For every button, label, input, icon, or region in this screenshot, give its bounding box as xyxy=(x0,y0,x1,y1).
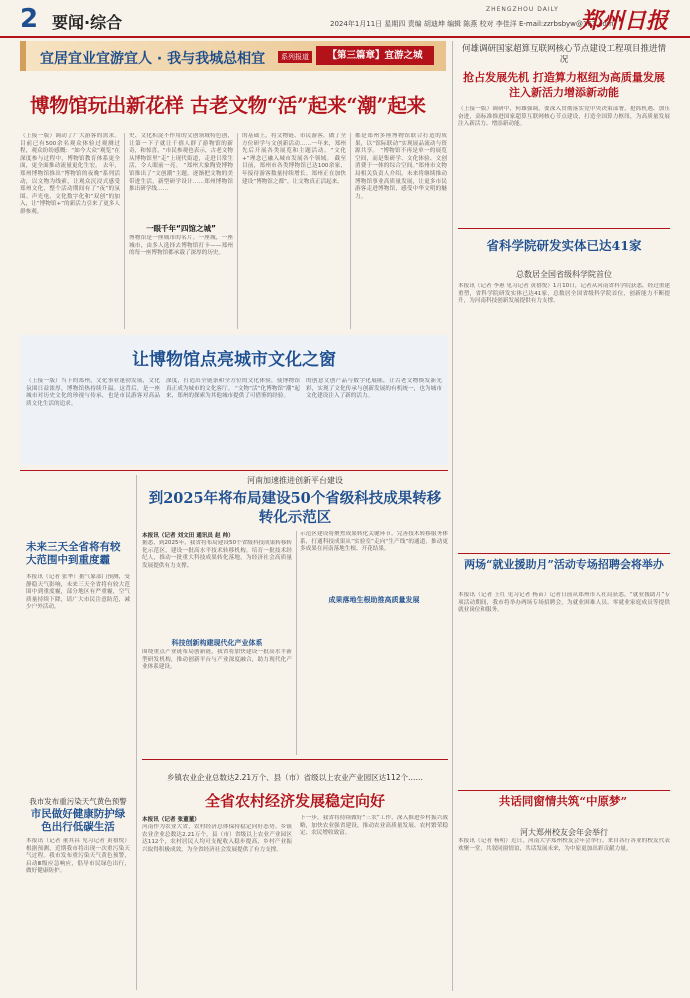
tech-subhead-2: 成果落地生根助推高质量发展 xyxy=(328,596,420,604)
page-number: 2 xyxy=(20,4,39,34)
banner-title: 宜居宜业宜游宜人 · 我与我城总相宜 xyxy=(40,51,266,67)
agri-body-2: 下一步，我省将持续做好“三农”工作，深入推进乡村振兴战略，加快农业强省建设，推动农业高质量发展、农村繁荣稳定、农民增收致富。 xyxy=(300,815,448,837)
hexiong-kicker: 何雄调研国家超算互联网核心节点建设工程项目推进情况 xyxy=(461,44,666,65)
jobs-headline: 两场“就业援助月”活动专场招聘会将举办 xyxy=(464,558,664,571)
museum-col1: （上接一版）调动了广大游客的需求。目前已有500余名观众体验过观测过程，观众纷纷感慨：“如今大众“观览”在深度参与过程中，博物馆教育体系更全面，更全面推动流量更化生宏。 去年，郑州博物馆推出“博物馆的夜晚”系列活动，以文物为线索，让观众沉浸式感受郑州文化，整个活动期间有了“夜”的氛围、声光电、文化数字化和“双创”的加入，让“博物馆+”的新活力引来了更多人群参观。 xyxy=(20,133,120,215)
tech-body-3: 示范区建设将聚焦成果转化关键环节，完善技术转移服务体系，打通科技成果从“实验室”走向“生产线”的通道，推动更多成果在河南落地生根、开花结果。 xyxy=(300,531,448,553)
museum-col4: 都是郑州多座博物馆联合打造的成果，以“馆际联动”实现展品流动与资源共享。 “博物馆不再是单一的展览空间，而是集研学、文化体验、文创消费于一体的综合空间。”郑州市文物局相关负责人介绍，未来将继续推动博物馆事业高质量发展，让更多市民游客走进博物馆，感受中华文明的魅力。 xyxy=(355,133,447,200)
tech-headline: 到2025年将布局建设50个省级科技成果转移转化示范区 xyxy=(148,490,442,526)
jobs-body: 本报讯（记者 王红 见习记者 杨苗）记者日前从郑州市人社局获悉，“就业援助月”专项活动期间，我市将举办两场专场招聘会，为就业困难人员、零就业家庭成员等提供就业岗位和服务。 xyxy=(458,592,670,614)
agri-kicker: 乡镇农业企业总数达2.21万个、县（市）省级以上农业产业园区达112个…… xyxy=(166,773,423,782)
hexiong-body: （上接一版）调研中，何雄强调，要深入贯彻落实党中央决策部署，抢抓机遇、加压奋进，高标准推进国家超算互联网核心节点建设，打造全国算力枢纽，为高质量发展注入新活力、增添新动能。 xyxy=(458,106,670,128)
alumni-subhead: 河大郑州校友会年会举行 xyxy=(520,828,608,837)
health-body: 本报讯（记者 董其昌 见习记者 黄禧悦）根据预测，近期我市将出现一次重污染天气过程。我市发布重污染天气黄色预警，启动Ⅲ级应急响应，倡导市民绿色出行，做好健康防护。 xyxy=(26,838,130,875)
weather-body: 本报讯（记者 张华）据气象部门预测，受静稳天气影响，未来三天全省将有较大范围中到重度霾，部分地区有严重霾，空气质量持续下降，请广大市民注意防范，减少户外活动。 xyxy=(26,574,130,611)
section-title: 要闻·综合 xyxy=(52,13,123,32)
lab-body: 本报讯（记者 李蕙 见习记者 黄禧悦）1月10日，记者从河南省科学院获悉，经过重建重塑，省科学院研发实体已达41家，总数居全国省级科学院首位，创新能力不断提升，为河南科技创新发展提供有力支撑。 xyxy=(458,283,670,305)
museum-col2-more: 博物馆是一座城市的名片。一座城，一座城市，由多人选择去博物馆打卡——郑州的每一座博物馆都承载了深厚的历史。 xyxy=(129,235,233,257)
tech-subhead-1: 科技创新构建现代化产业体系 xyxy=(171,639,263,647)
agri-byline: 本报讯（记者 张董董） xyxy=(142,817,200,823)
series-banner xyxy=(20,41,446,71)
masthead-logo: 郑州日报 xyxy=(580,8,669,34)
lab-subhead: 总数居全国省级科学院首位 xyxy=(516,270,612,279)
tech-kicker: 河南加速推进创新平台建设 xyxy=(247,476,343,485)
window-text-3: 的创意文创产品与数字化展陈，让古老文物焕发新光彩，实现了文化传承与创新发展的有机统一，也为城市文化建设注入了新的活力。 xyxy=(306,378,442,400)
tech-body-2: 围绕重点产业链布局创新链，我省将加快建设一批高水平新型研发机构，推动创新平台与产业深度融合，助力现代化产业体系建设。 xyxy=(142,649,292,671)
window-text-2: 深度，打造出全链条和全方位的文化体验，使博物馆真正成为城市的文化客厅。 “文物“活”化博物馆“潮”起来，郑州的探索为其他城市提供了可借鉴的经验。 xyxy=(166,378,300,400)
alumni-body: 本报讯（记者 杨明）近日，河南大学郑州校友会年会举行。来自各行各业的校友代表欢聚一堂，共叙同窗情谊，共话发展未来，为中原更加出彩贡献力量。 xyxy=(458,838,670,852)
window-text-1: （上接一版）当下的郑州，文化事业蓬勃发展，文化氛围日益浓厚，博物馆热持续升温。这背后，是一座城市对历史文化的珍视与传承，也是市民游客对高品质文化生活的追求。 xyxy=(26,378,160,407)
museum-col2: 史、文化积淀不作用的文创领域特色创，让第一下子就让千禧人群了游物馆的新奇，和惊喜，“市民参观也表示，古老文物从博物馆里“走”上现代街道，走进日常生活，令人眼前一亮。 “郑州大象陶瓷博物馆推出了“文创潮”主题，逐渐把文物的美带进生活，新型研学设计……郑州博物馆推出研学线…… xyxy=(129,133,233,193)
tech-body: 据悉，到2025年，我省将布局建设50个省级科技成果转移转化示范区，建设一批高水平技术转移机构，培育一批技术经纪人，推动一批重大科技成果转化落地，为经济社会高质量发展提供有力支撑。 xyxy=(142,540,292,569)
agri-body: 河南作为农业大省，农村经济总体保持稳定向好态势。乡镇农业企业总数达2.21万个，县（市）省级以上农业产业园区达112个，农村居民人均可支配收入稳步提高，乡村产业振兴取得积极成效，为全省经济社会发展提供了有力支撑。 xyxy=(142,824,292,853)
banner-episode: 【第三篇章】宜游之城 xyxy=(316,46,434,65)
museum-col3: 的基础上，将文物链、市民游客，做了全方位研学与文创新活动……一年来，郑州先后开展各类展览和主题活动。“文化+”理念已融入城市发展各个领域。 截至目前，郑州市各类博物馆已达100余家，年接待游客数量持续增长。郑州正在加快建设“博物馆之都”，让文物真正活起来。 xyxy=(242,133,346,185)
banner-tag: 系列报道 xyxy=(278,51,312,63)
masthead-pinyin: ZHENGZHOU DAILY xyxy=(486,6,559,13)
agri-headline: 全省农村经济发展稳定向好 xyxy=(204,792,385,810)
hexiong-headline: 抢占发展先机 打造算力枢纽为高质量发展注入新活力增添新动能 xyxy=(463,71,665,99)
health-headline: 市民做好健康防护绿色出行低碳生活 xyxy=(30,808,126,833)
weather-headline: 未来三天全省将有较大范围中到重度霾 xyxy=(26,541,121,566)
date-line: 2024年1月11日 星期四 责编 胡迪坤 编辑 陈燕 校对 李佳洋 E-mail:zzrbsbyw@163.com xyxy=(330,20,614,28)
health-kicker: 我市发布重污染天气黄色预警 xyxy=(29,797,127,806)
alumni-headline: 共话同窗情共筑“中原梦” xyxy=(498,794,628,808)
tech-byline: 本报讯（记者 刘文田 通讯员 赵 帅） xyxy=(142,533,234,539)
museum-col2-subhead: 一眼千年“四馆之城” xyxy=(146,224,216,233)
window-headline: 让博物馆点亮城市文化之窗 xyxy=(132,350,336,370)
lab-headline: 省科学院研发实体已达41家 xyxy=(486,238,642,253)
museum-headline: 博物馆玩出新花样 古老文物“活”起来“潮”起来 xyxy=(30,94,426,117)
